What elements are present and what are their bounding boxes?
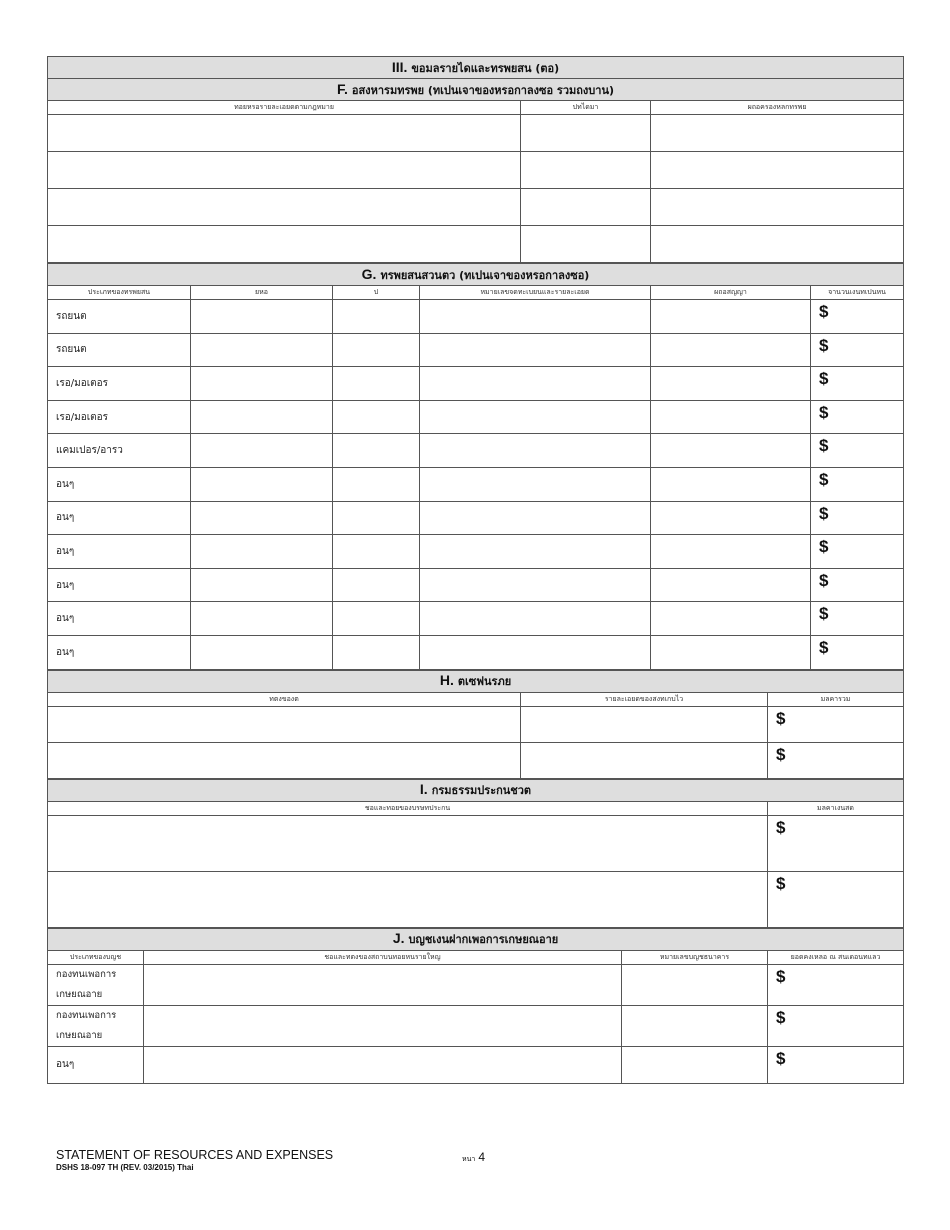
contract-holder-field[interactable] xyxy=(651,333,811,367)
section-g-row xyxy=(48,635,904,669)
address-field[interactable] xyxy=(48,226,521,263)
amount-owed-field[interactable]: $ xyxy=(811,367,904,401)
institution-field[interactable] xyxy=(144,1046,622,1083)
property-type-label: เรอ/มอเตอร xyxy=(48,400,191,434)
col-make: ยหอ xyxy=(191,286,333,300)
balance-field[interactable]: $ xyxy=(768,1005,904,1046)
amount-owed-field[interactable]: $ xyxy=(811,400,904,434)
section-f-row xyxy=(48,115,904,152)
amount-owed-field[interactable]: $ xyxy=(811,568,904,602)
account-type-label: กองทนเพอการเกษยณอาย xyxy=(48,1005,144,1046)
make-field[interactable] xyxy=(191,300,333,334)
year-field[interactable] xyxy=(521,226,651,263)
col-account-type: ประเภทของบญช xyxy=(48,950,144,964)
contract-holder-field[interactable] xyxy=(651,367,811,401)
section-i-title: กรมธรรมประกนชวต xyxy=(431,784,532,798)
property-type-label: แคมเปอร/อารว xyxy=(48,434,191,468)
total-value-field[interactable]: $ xyxy=(768,742,904,778)
address-field[interactable] xyxy=(48,115,521,152)
col-year-acquired: ปทไดมา xyxy=(521,101,651,115)
property-type-label: อนๆ xyxy=(48,501,191,535)
property-type-label: รถยนต xyxy=(48,300,191,334)
amount-owed-field[interactable]: $ xyxy=(811,333,904,367)
year-field[interactable] xyxy=(333,535,420,569)
property-type-label: อนๆ xyxy=(48,535,191,569)
contract-holder-field[interactable] xyxy=(651,635,811,669)
insurer-field[interactable] xyxy=(48,815,768,871)
amount-owed-field[interactable]: $ xyxy=(811,535,904,569)
section-iii-header xyxy=(48,57,904,79)
year-field[interactable] xyxy=(333,400,420,434)
section-f-row xyxy=(48,189,904,226)
holder-field[interactable] xyxy=(651,115,904,152)
year-field[interactable] xyxy=(521,152,651,189)
section-g-row xyxy=(48,333,904,367)
make-field[interactable] xyxy=(191,367,333,401)
insurer-field[interactable] xyxy=(48,871,768,927)
section-j-header xyxy=(48,928,904,950)
page-label: หนา xyxy=(462,1156,476,1163)
contract-holder-field[interactable] xyxy=(651,300,811,334)
section-h-row xyxy=(48,742,904,778)
section-g-row xyxy=(48,400,904,434)
contents-field[interactable] xyxy=(521,706,768,742)
section-g-row xyxy=(48,602,904,636)
section-j-title: บญชเงนฝากเพอการเกษยณอาย xyxy=(408,933,559,947)
col-account-number: หมายเลขบญชธนาคาร xyxy=(622,950,768,964)
make-field[interactable] xyxy=(191,333,333,367)
page-number: 4 xyxy=(478,1150,486,1164)
form-title: STATEMENT OF RESOURCES AND EXPENSES xyxy=(56,1148,334,1162)
col-contents: รายละเอยดของสงทเกบไว xyxy=(521,692,768,706)
section-j-letter: J. xyxy=(392,930,405,947)
account-type-label: กองทนเพอการเกษยณอาย xyxy=(48,964,144,1005)
col-institution: ชอและทตงของสถาบนทอยหนรายใหญ xyxy=(144,950,622,964)
holder-field[interactable] xyxy=(651,189,904,226)
contract-holder-field[interactable] xyxy=(651,602,811,636)
property-type-label: อนๆ xyxy=(48,467,191,501)
address-field[interactable] xyxy=(48,152,521,189)
safe-location-field[interactable] xyxy=(48,742,521,778)
col-contract-holder: ผถอสญญา xyxy=(651,286,811,300)
property-type-label: อนๆ xyxy=(48,635,191,669)
section-f-letter: F. xyxy=(337,80,348,97)
balance-field[interactable]: $ xyxy=(768,1046,904,1083)
amount-owed-field[interactable]: $ xyxy=(811,467,904,501)
registration-field[interactable] xyxy=(420,501,651,535)
section-f-title: อสงหารมทรพย (ทเปนเจาของหรอกาลงซอ รวมถงบาน) xyxy=(351,83,614,97)
col-year: ป xyxy=(333,286,420,300)
registration-field[interactable] xyxy=(420,568,651,602)
make-field[interactable] xyxy=(191,535,333,569)
contents-field[interactable] xyxy=(521,742,768,778)
amount-owed-field[interactable]: $ xyxy=(811,300,904,334)
col-cash-value: มลคาเงนสด xyxy=(768,801,904,815)
year-field[interactable] xyxy=(333,635,420,669)
account-number-field[interactable] xyxy=(622,964,768,1005)
contract-holder-field[interactable] xyxy=(651,568,811,602)
registration-field[interactable] xyxy=(420,467,651,501)
year-field[interactable] xyxy=(333,333,420,367)
section-h-letter: H. xyxy=(439,672,454,689)
year-field[interactable] xyxy=(333,501,420,535)
year-field[interactable] xyxy=(333,602,420,636)
contract-holder-field[interactable] xyxy=(651,535,811,569)
make-field[interactable] xyxy=(191,400,333,434)
section-g-header xyxy=(48,264,904,286)
section-g-row xyxy=(48,501,904,535)
section-f-row xyxy=(48,226,904,263)
amount-owed-field[interactable]: $ xyxy=(811,501,904,535)
registration-field[interactable] xyxy=(420,367,651,401)
col-total-value: มลคารวม xyxy=(768,692,904,706)
footer xyxy=(56,1148,333,1172)
institution-field[interactable] xyxy=(144,1005,622,1046)
col-insurer: ชอและทอยของบรษทประกน xyxy=(48,801,768,815)
holder-field[interactable] xyxy=(651,226,904,263)
col-safe-location: ทตงของต xyxy=(48,692,521,706)
year-field[interactable] xyxy=(333,467,420,501)
section-h-column-headers xyxy=(48,692,904,706)
property-type-label: อนๆ xyxy=(48,568,191,602)
section-i-row xyxy=(48,871,904,927)
col-registration: หมายเลขจดทะเบยนและรายละเอยด xyxy=(420,286,651,300)
make-field[interactable] xyxy=(191,635,333,669)
contract-holder-field[interactable] xyxy=(651,434,811,468)
section-j-row xyxy=(48,1005,904,1046)
registration-field[interactable] xyxy=(420,333,651,367)
year-field[interactable] xyxy=(521,189,651,226)
account-number-field[interactable] xyxy=(622,1005,768,1046)
section-j-table xyxy=(47,928,904,1084)
registration-field[interactable] xyxy=(420,400,651,434)
section-g-row xyxy=(48,467,904,501)
section-g-table xyxy=(47,263,904,670)
registration-field[interactable] xyxy=(420,602,651,636)
section-g-title: ทรพยสนสวนตว (ทเปนเจาของหรอกาลงซอ) xyxy=(380,268,590,282)
cash-value-field[interactable]: $ xyxy=(768,871,904,927)
section-f-column-headers xyxy=(48,101,904,115)
section-f-header xyxy=(48,79,904,101)
total-value-field[interactable]: $ xyxy=(768,706,904,742)
contract-holder-field[interactable] xyxy=(651,400,811,434)
section-g-row xyxy=(48,300,904,334)
registration-field[interactable] xyxy=(420,434,651,468)
cash-value-field[interactable]: $ xyxy=(768,815,904,871)
contract-holder-field[interactable] xyxy=(651,501,811,535)
col-amount-owed: จานวนเงนทเปนหน xyxy=(811,286,904,300)
section-g-column-headers xyxy=(48,286,904,300)
section-h-title: ตเซฟนรภย xyxy=(457,675,512,689)
make-field[interactable] xyxy=(191,434,333,468)
section-g-row xyxy=(48,367,904,401)
page-indicator xyxy=(462,1150,485,1165)
col-holder: ผถอครองหลกทรพย xyxy=(651,101,904,115)
institution-field[interactable] xyxy=(144,964,622,1005)
section-g-letter: G. xyxy=(361,265,377,282)
year-field[interactable] xyxy=(333,300,420,334)
registration-field[interactable] xyxy=(420,535,651,569)
make-field[interactable] xyxy=(191,501,333,535)
safe-location-field[interactable] xyxy=(48,706,521,742)
section-g-row xyxy=(48,568,904,602)
make-field[interactable] xyxy=(191,568,333,602)
form-id: DSHS 18-097 TH (REV. 03/2015) Thai xyxy=(56,1163,194,1172)
section-j-row xyxy=(48,1046,904,1083)
amount-owed-field[interactable]: $ xyxy=(811,635,904,669)
section-i-row xyxy=(48,815,904,871)
section-j-row xyxy=(48,964,904,1005)
holder-field[interactable] xyxy=(651,152,904,189)
section-f-row xyxy=(48,152,904,189)
section-i-header xyxy=(48,779,904,801)
amount-owed-field[interactable]: $ xyxy=(811,434,904,468)
registration-field[interactable] xyxy=(420,300,651,334)
col-address: ทอยหรอรายละเอยดตามกฎหมาย xyxy=(48,101,521,115)
year-field[interactable] xyxy=(333,434,420,468)
contract-holder-field[interactable] xyxy=(651,467,811,501)
section-h-row xyxy=(48,706,904,742)
col-balance: ยอดคงเหลอ ณ สนเดอนทแลว xyxy=(768,950,904,964)
year-field[interactable] xyxy=(521,115,651,152)
amount-owed-field[interactable]: $ xyxy=(811,602,904,636)
section-h-header xyxy=(48,670,904,692)
form-page xyxy=(47,56,903,1084)
section-h-table xyxy=(47,670,904,779)
property-type-label: อนๆ xyxy=(48,602,191,636)
balance-field[interactable]: $ xyxy=(768,964,904,1005)
address-field[interactable] xyxy=(48,189,521,226)
account-type-label: อนๆ xyxy=(48,1046,144,1083)
section-i-column-headers xyxy=(48,801,904,815)
section-f-table xyxy=(47,56,904,263)
section-j-column-headers xyxy=(48,950,904,964)
section-i-table xyxy=(47,779,904,928)
col-property-type: ประเภทของทรพยสน xyxy=(48,286,191,300)
make-field[interactable] xyxy=(191,602,333,636)
property-type-label: เรอ/มอเตอร xyxy=(48,367,191,401)
section-i-letter: I. xyxy=(419,781,428,798)
section-iii-title: ขอมลรายไดและทรพยสน (ตอ) xyxy=(411,61,560,75)
section-g-row xyxy=(48,434,904,468)
account-number-field[interactable] xyxy=(622,1046,768,1083)
section-g-row xyxy=(48,535,904,569)
year-field[interactable] xyxy=(333,568,420,602)
property-type-label: รถยนต xyxy=(48,333,191,367)
section-iii-letter: III. xyxy=(391,58,408,75)
make-field[interactable] xyxy=(191,467,333,501)
year-field[interactable] xyxy=(333,367,420,401)
registration-field[interactable] xyxy=(420,635,651,669)
